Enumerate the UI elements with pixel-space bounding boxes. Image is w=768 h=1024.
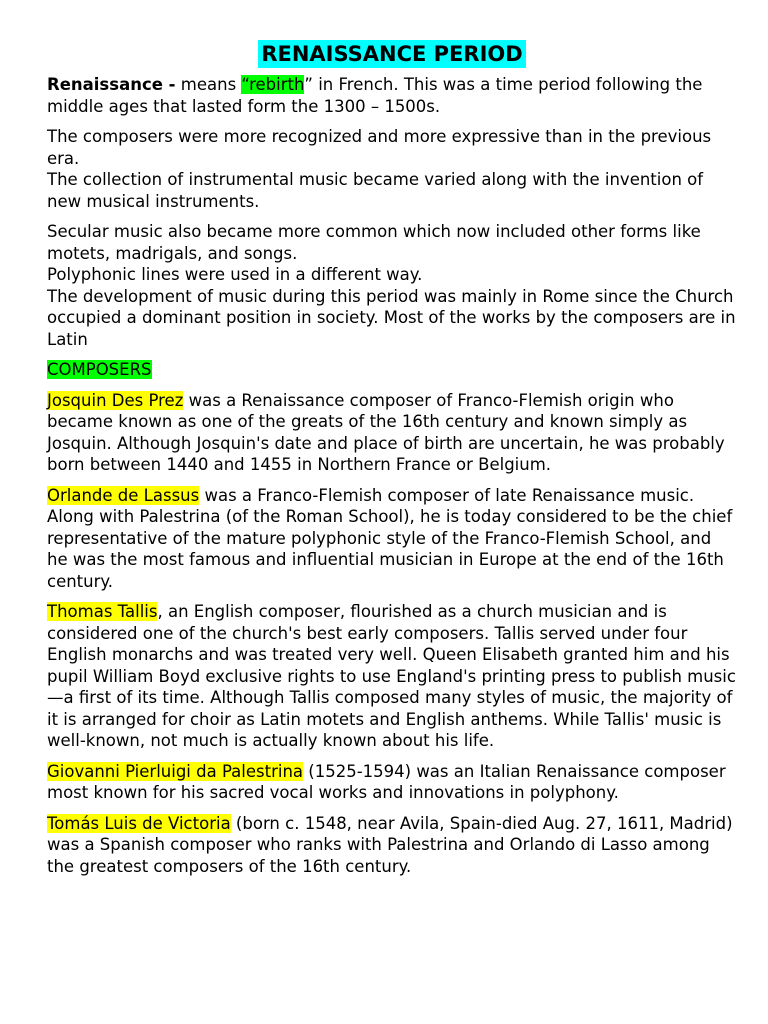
intro-rest: ” in French. This was a time period following the middle ages that lasted form the 1300 – 1500s.: [47, 75, 703, 116]
secular-paragraph: [47, 221, 737, 350]
composers-heading-paragraph: [47, 359, 737, 381]
composer-description: was a Franco-Flemish composer of late Renaissance music. Along with Palestrina (of the Roman School), he is today considered to be the chief representative of the mature polyphonic style of the Franco-Flemish School, and he was the most famous and influential musician in Europe at the end of the 16th century.: [47, 485, 733, 591]
composer-entry: [47, 761, 737, 804]
intro-paragraph: [47, 74, 737, 117]
intro-means: means: [175, 75, 242, 94]
page-title: RENAISSANCE PERIOD: [258, 40, 525, 68]
title-block: [47, 40, 737, 68]
polyphonic-text: Polyphonic lines were used in a different way.: [47, 265, 423, 284]
composer-name: Orlande de Lassus: [47, 485, 200, 505]
composer-description: (born c. 1548, near Avila, Spain-died Aug. 27, 1611, Madrid) was a Spanish composer who ranks with Palestrina and Orlando di Lasso among the greatest composers of the 16th century.: [47, 813, 733, 876]
composer-name: Josquin Des Prez: [47, 390, 184, 410]
recognition-paragraph: [47, 126, 737, 212]
composer-entry: [47, 813, 737, 878]
rome-text: The development of music during this period was mainly in Rome since the Church occupied a dominant position in society. Most of the works by the composers are in Latin: [47, 286, 736, 349]
secular-text: Secular music also became more common which now included other forms like motets, madrigals, and songs.: [47, 222, 701, 263]
composer-name: Thomas Tallis: [47, 602, 158, 621]
document-page: [47, 40, 737, 886]
composer-description: (1525-1594) was an Italian Renaissance composer most known for his sacred vocal works and innovations in polyphony.: [47, 761, 726, 802]
composer-name: Giovanni Pierluigi da Palestrina: [47, 761, 304, 781]
composer-entry: [47, 601, 737, 752]
composer-description: , an English composer, flourished as a church musician and is considered one of the church's best early composers. Tallis served under four English monarchs and was treated very well. Queen Elisabeth granted him and his pupil William Boyd exclusive rights to use England's printing press to publish music—a first of its time. Although Tallis composed many styles of music, the majority of it is arranged for choir as Latin motets and English anthems. While Tallis' music is well-known, not much is actually known about his life.: [47, 602, 736, 750]
keyword-highlight: “rebirth: [241, 75, 305, 94]
intro-term: Renaissance -: [47, 75, 176, 94]
composer-entry: [47, 485, 737, 593]
instruments-text: The collection of instrumental music became varied along with the invention of new musical instruments.: [47, 170, 704, 211]
composers-heading: COMPOSERS: [47, 360, 152, 379]
recognized-text: The composers were more recognized and more expressive than in the previous era.: [47, 127, 712, 168]
composer-name: Tomás Luis de Victoria: [47, 813, 231, 833]
composer-description: was a Renaissance composer of Franco-Flemish origin who became known as one of the greats of the 16th century and known simply as Josquin. Although Josquin's date and place of birth are uncertain, he was probably born between 1440 and 1455 in Northern France or Belgium.: [47, 390, 725, 474]
composer-entry: [47, 390, 737, 476]
